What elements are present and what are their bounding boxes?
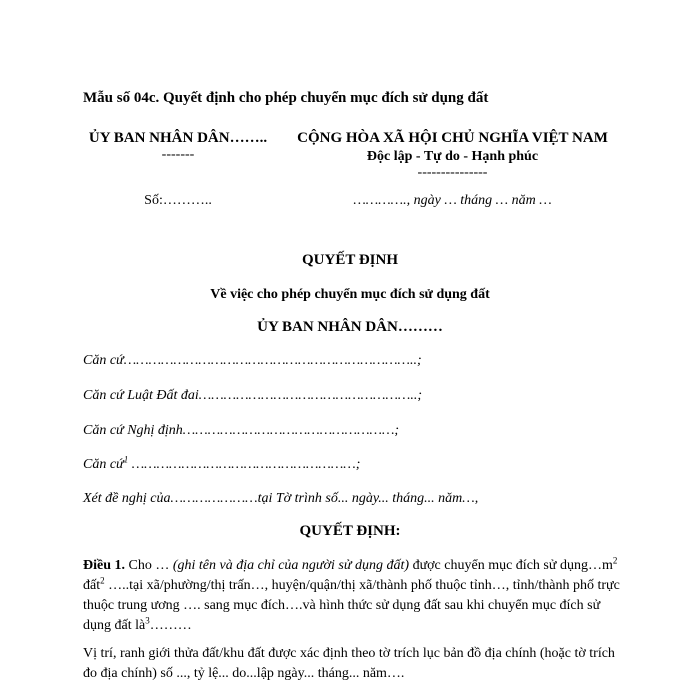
article-1 — [83, 556, 623, 636]
decision-title: QUYẾT ĐỊNH — [302, 252, 398, 268]
article-1-text-a: Cho … — [125, 558, 173, 573]
article-1-text-c: đất — [83, 578, 101, 593]
basis-line-4-text: Căn cứ — [83, 457, 124, 472]
article-1-text-e: ……… — [149, 618, 192, 633]
article-1-text-d: …..tại xã/phường/thị trấn…, huyện/quận/thị xã/thành phố thuộc tỉnh…, tỉnh/thành phố trực thuộc trung ương …. sang mục đích….và hình thức sử dụng đất sau khi chuyển mục đích sử dụng đất là — [83, 578, 620, 633]
basis-line-4 — [83, 454, 361, 473]
basis-line-1: Căn cứ……………………………………………………………..; — [83, 353, 422, 368]
basis-line-decree: Căn cứ Nghị định……………………………………………; — [83, 423, 400, 438]
proposal-line: Xét đề nghị của…………………tại Tờ trình số... ngày... tháng... năm…, — [83, 491, 479, 506]
superscript-m2: 2 — [612, 555, 618, 566]
article-1-user-note: (ghi tên và địa chỉ của người sử dụng đất) — [172, 558, 410, 573]
issuer-name: ỦY BAN NHÂN DÂN……… — [257, 319, 443, 335]
country-name: CỘNG HÒA XÃ HỘI CHỦ NGHĨA VIỆT NAM — [297, 130, 608, 146]
location-paragraph: Vị trí, ranh giới thửa đất/khu đất được xác định theo tờ trích lục bản đồ địa chính (hoặc tờ trích đo địa chính) số ..., tỷ lệ... do...lập ngày... tháng... năm…. — [83, 646, 615, 681]
basis-line-law: Căn cứ Luật Đất đai……………………………………………..; — [83, 388, 423, 403]
org-rule: ------- — [161, 147, 195, 162]
motto-rule: --------------- — [417, 165, 488, 180]
motto: Độc lập - Tự do - Hạnh phúc — [366, 149, 539, 164]
decides-heading: QUYẾT ĐỊNH: — [299, 523, 401, 539]
org-name: ỦY BAN NHÂN DÂN…….. — [88, 130, 268, 146]
footnote-ref-2: 2 — [100, 575, 105, 586]
footnote-ref-1: 1 — [123, 454, 129, 465]
document-number: Số:……….. — [144, 193, 212, 208]
footnote-ref-3: 3 — [145, 615, 150, 626]
form-title: Mẫu số 04c. Quyết định cho phép chuyển mục đích sử dụng đất — [83, 90, 489, 106]
decision-subject: Về việc cho phép chuyển mục đích sử dụng đất — [210, 287, 490, 302]
article-1-text-b: được chuyển mục đích sử dụng…m — [409, 558, 613, 573]
article-1-label: Điều 1. — [83, 558, 125, 573]
document-date: …………., ngày … tháng … năm … — [353, 193, 552, 208]
basis-line-4-dots: ………………………………………………; — [128, 457, 361, 472]
